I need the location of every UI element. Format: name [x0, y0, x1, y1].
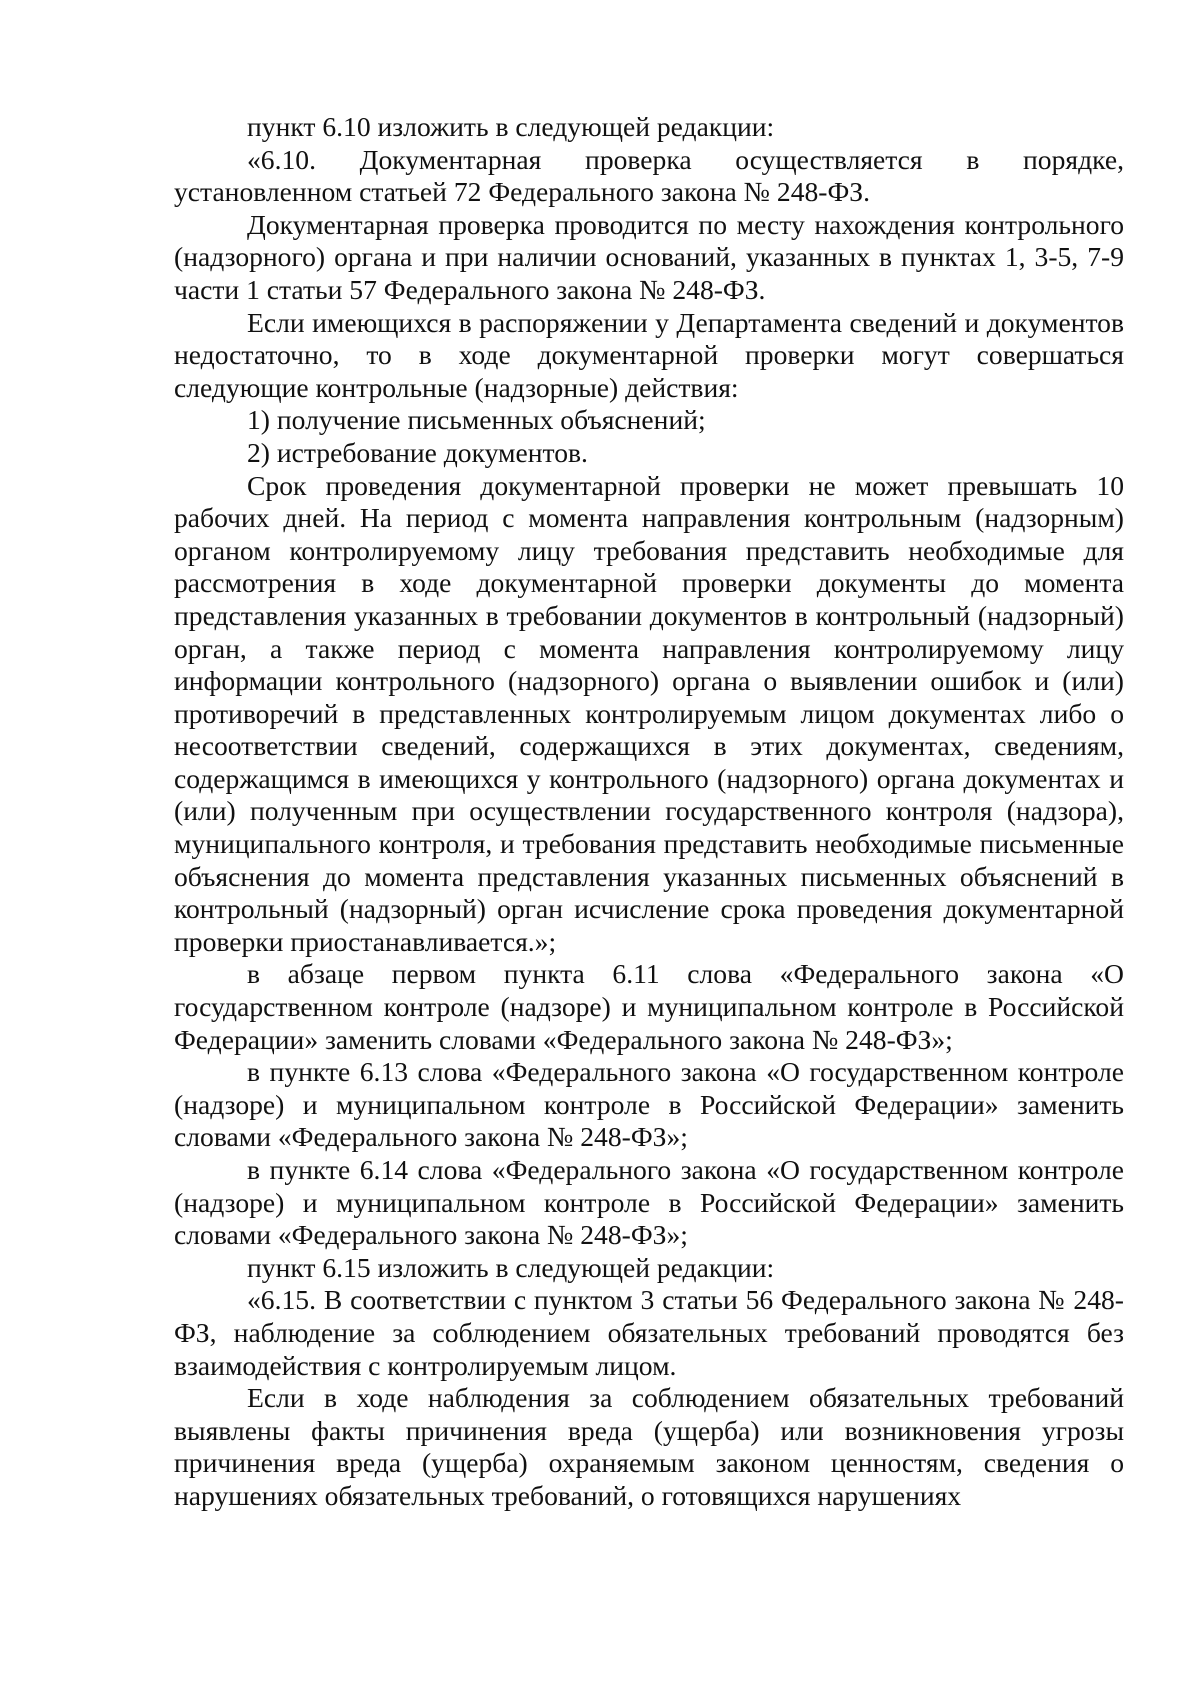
list-item-document-request: 2) истребование документов. — [247, 436, 588, 468]
document-page — [174, 111, 1124, 1513]
paragraph-6-15-intro: пункт 6.15 изложить в следующей редакции: — [247, 1251, 775, 1283]
paragraph-insufficient-documents: Если имеющихся в распоряжении у Департамента сведений и документов недостаточно, то в ходе документарной проверки могут совершаться следующие контрольные (надзорные) действия: — [174, 306, 1124, 403]
paragraph-6-11-amendment: в абзаце первом пункта 6.11 слова «Федерального закона «О государственном контроле (надзоре) и муниципальном контроле в Российской Федерации» заменить словами «Федерального закона № 248-ФЗ»; — [174, 958, 1124, 1055]
list-item-written-explanations: 1) получение письменных объяснений; — [247, 404, 706, 436]
paragraph-observation-findings: Если в ходе наблюдения за соблюдением обязательных требований выявлены факты причинения вреда (ущерба) или возникновения угрозы причинения вреда (ущерба) охраняемым законом ценностям, сведения о нарушениях обязательных требований, о готовящихся нарушениях — [174, 1382, 1124, 1511]
paragraph-6-15-text: «6.15. В соответствии с пунктом 3 статьи 56 Федерального закона № 248-ФЗ, наблюдение за соблюдением обязательных требований проводятся без взаимодействия с контролируемым лицом. — [174, 1284, 1124, 1381]
paragraph-6-10-intro: пункт 6.10 изложить в следующей редакции: — [247, 111, 775, 142]
paragraph-6-13-amendment: в пункте 6.13 слова «Федерального закона «О государственном контроле (надзоре) и муниципальном контроле в Российской Федерации» заменить словами «Федерального закона № 248-ФЗ»; — [174, 1056, 1124, 1153]
paragraph-6-10-text: «6.10. Документарная проверка осуществляется в порядке, установленном статьей 72 Федерального закона № 248-ФЗ. — [174, 143, 1124, 208]
paragraph-check-duration: Срок проведения документарной проверки не может превышать 10 рабочих дней. На период с момента направления контрольным (надзорным) органом контролируемому лицу требования представить необходимые для рассмотрения в ходе документарной проверки документы до момента представления указанных в требовании документов в контрольный (надзорный) орган, а также период с момента направления контролируемому лицу информации контрольного (надзорного) органа о выявлении ошибок и (или) противоречий в представленных контролируемым лицом документах либо о несоответствии сведений, содержащихся в этих документах, сведениям, содержащимся в имеющихся у контрольного (надзорного) органа документах и (или) полученным при осуществлении государственного контроля (надзора), муниципального контроля, и требования представить необходимые письменные объяснения до момента представления указанных письменных объяснений в контрольный (надзорный) орган исчисление срока проведения документарной проверки приостанавливается.»; — [174, 469, 1124, 957]
paragraph-documentary-check-place: Документарная проверка проводится по месту нахождения контрольного (надзорного) органа и при наличии оснований, указанных в пунктах 1, 3-5, 7-9 части 1 статьи 57 Федерального закона № 248-ФЗ. — [174, 208, 1124, 305]
paragraph-6-14-amendment: в пункте 6.14 слова «Федерального закона «О государственном контроле (надзоре) и муниципальном контроле в Российской Федерации» заменить словами «Федерального закона № 248-ФЗ»; — [174, 1154, 1124, 1251]
